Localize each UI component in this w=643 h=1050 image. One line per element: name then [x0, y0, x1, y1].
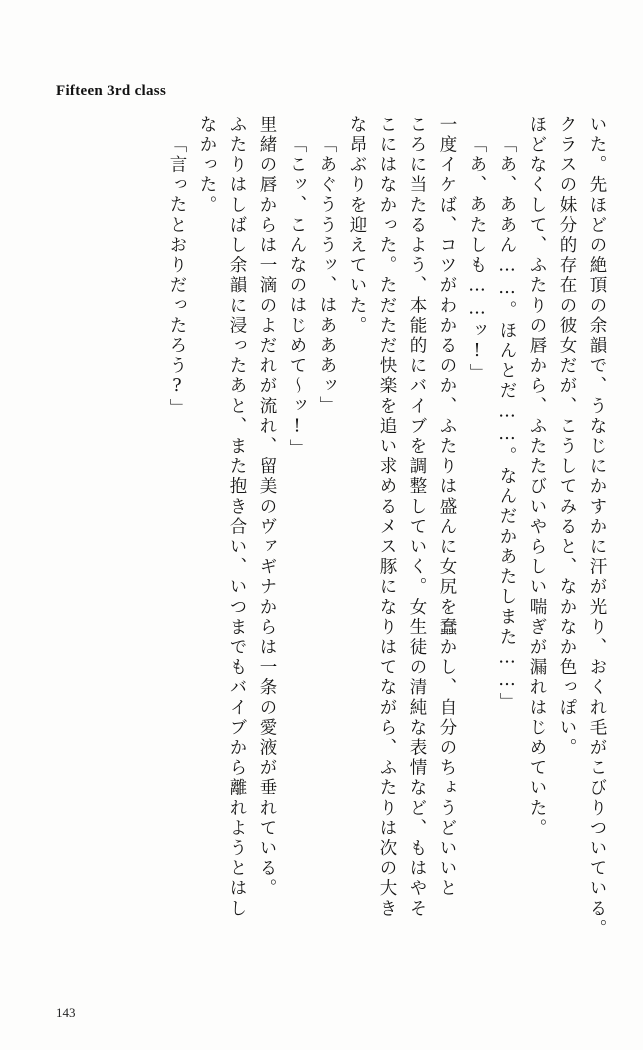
text-column: 里緒の唇からは一滴のよだれが流れ、留美のヴァギナからは一条の愛液が垂れている。	[257, 115, 277, 899]
text-column: ふたりはしばし余韻に浸ったあと、また抱き合い、いつまでもバイブから離れようとはし	[227, 115, 247, 919]
vertical-text-body	[40, 115, 605, 970]
text-column: いた。先ほどの絶頂の余韻で、うなじにかすかに汗が光り、おくれ毛がこびりついている。	[587, 115, 607, 940]
text-column: な昂ぶりを迎えていた。	[347, 115, 367, 337]
text-column: 「あぐうううッ、はあああッ」	[317, 135, 337, 417]
text-column: クラスの妹分的存在の彼女だが、こうしてみると、なかなか色っぽい。	[557, 115, 577, 759]
text-column: 一度イケば、コツがわかるのか、ふたりは盛んに女尻を蠢かし、自分のちょうどいいと	[437, 115, 457, 899]
text-column: 「こッ、こんなのはじめて〜ッ!」	[287, 135, 307, 460]
page-header: Fifteen 3rd class	[56, 83, 167, 99]
text-column: なかった。	[197, 115, 217, 216]
text-column: ころに当たるよう、本能的にバイブを調整していく。女生徒の清純な表情など、もはやそ	[407, 115, 427, 919]
text-column: 「言ったとおりだったろう?」	[167, 135, 187, 419]
text-column: 「あ、ああん……。ほんとだ……。なんだかあたしまた……」	[497, 135, 517, 713]
text-column: ほどなくして、ふたりの唇から、ふたたびいやらしい喘ぎが漏れはじめていた。	[527, 115, 547, 839]
text-column: こにはなかった。ただただ快楽を追い求めるメス豚になりはてながら、ふたりは次の大き	[377, 115, 397, 919]
text-column: 「あ、あたしも……ッ!」	[467, 135, 487, 384]
page-number: 143	[56, 1005, 76, 1020]
